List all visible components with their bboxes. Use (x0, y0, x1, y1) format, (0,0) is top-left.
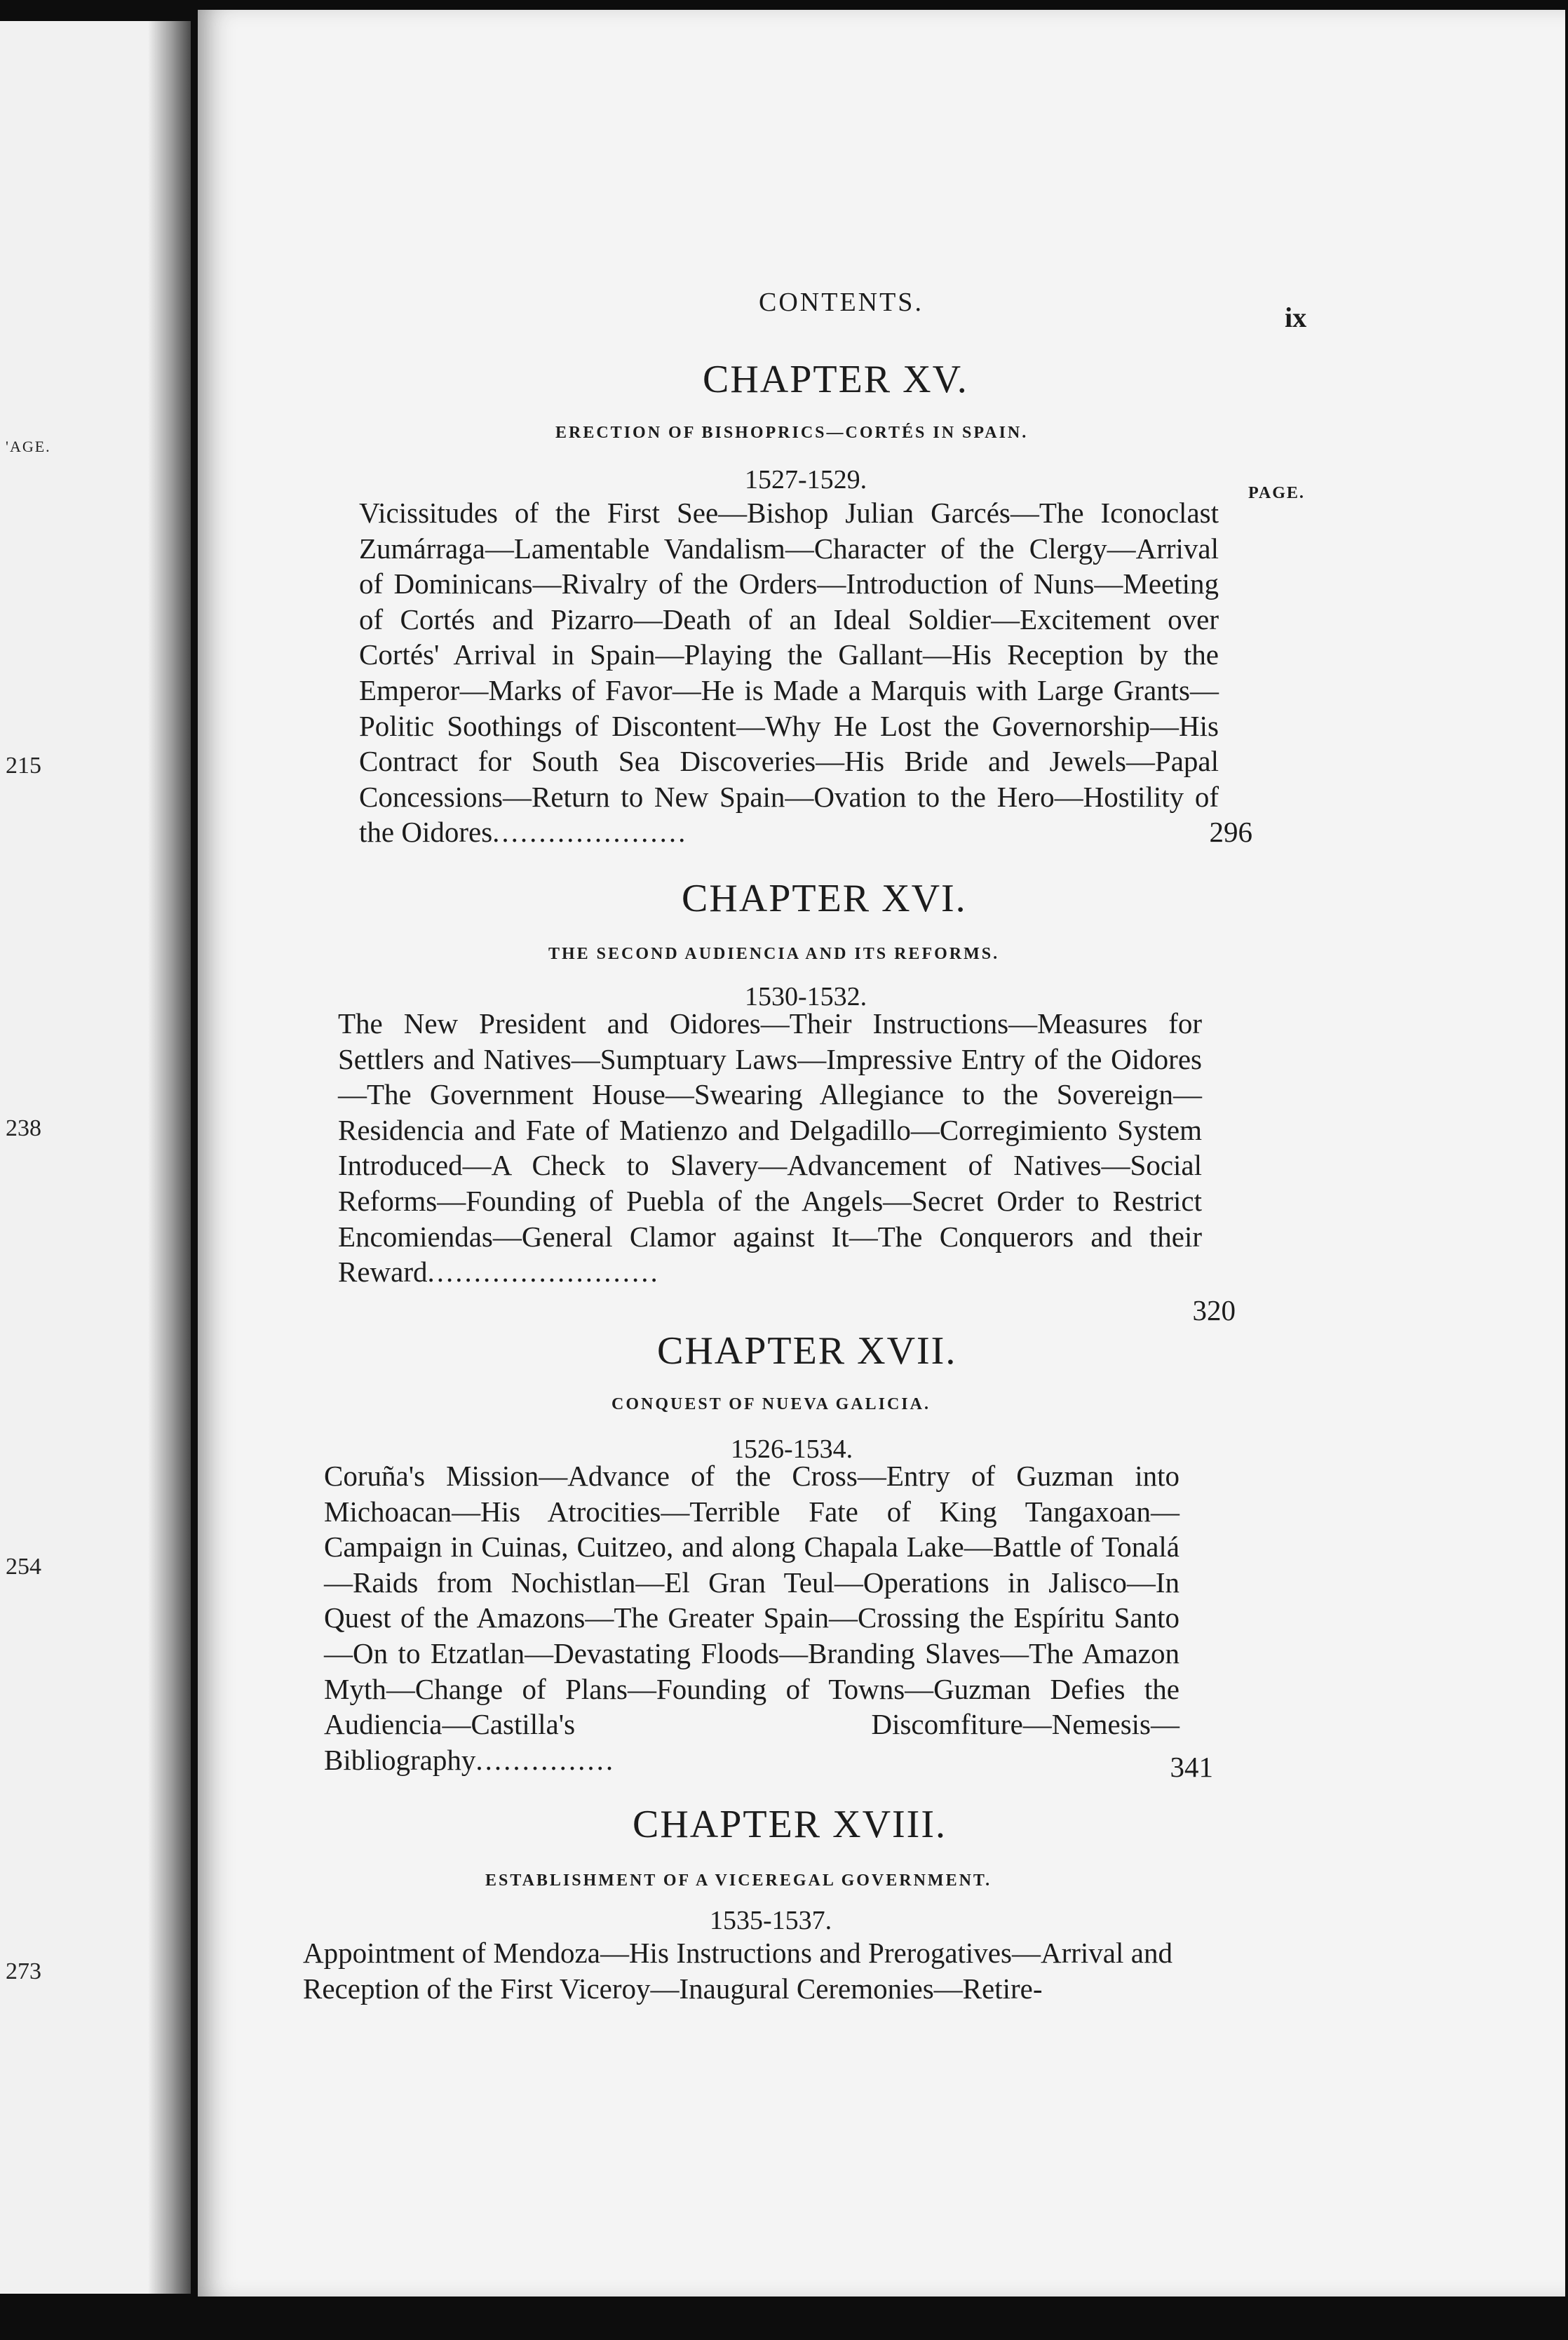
dot-leader: ......................... (427, 1256, 660, 1289)
chapter-subtitle: CONQUEST OF NUEVA GALICIA. (611, 1395, 931, 1413)
left-page-number: 273 (6, 1958, 41, 1984)
left-page-number: 215 (6, 753, 41, 779)
summary-text: The New President and Oidores—Their Instructions—Measures for Settlers and Natives—Sumptuary Laws—Impressive Entry of the Oidores—The Government House—Swearing Allegiance to the Sovereign—Residencia and Fate of Matienzo and Delgadillo—Corregimiento System Introduced—A Check to Slavery—Advancement of Natives—Social Reforms—Founding of Puebla of the Angels—Secret Order to Restrict Encomiendas—General Clamor against It—The Conquerors and their Reward (338, 1007, 1202, 1289)
chapter-years: 1526-1534. (731, 1434, 853, 1464)
chapter-years: 1535-1537. (710, 1906, 832, 1935)
chapter-title: CHAPTER XV. (703, 358, 968, 401)
chapter-years: 1527-1529. (745, 465, 867, 495)
page-gutter (149, 21, 191, 2294)
folio: ix (1285, 302, 1307, 333)
chapter-page-number: 320 (1192, 1294, 1236, 1327)
chapter-page-number: 341 (1170, 1751, 1213, 1784)
right-page (198, 10, 1565, 2297)
chapter-title: CHAPTER XVII. (657, 1329, 957, 1373)
chapter-subtitle: THE SECOND AUDIENCIA AND ITS REFORMS. (548, 945, 1000, 963)
left-page-label: 'AGE. (6, 438, 51, 455)
chapter-summary (303, 1935, 1172, 2005)
left-page-number: 238 (6, 1115, 41, 1141)
chapter-page-number: 296 (1209, 816, 1252, 849)
summary-text: Appointment of Mendoza—His Instructions and Prerogatives—Arrival and Reception of the First Viceroy—Inaugural Ceremonies—Retire- (303, 1937, 1172, 2005)
chapter-title: CHAPTER XVI. (682, 877, 967, 920)
dot-leader: ............... (475, 1743, 616, 1776)
running-head: CONTENTS. (759, 288, 924, 317)
left-page-number: 254 (6, 1554, 41, 1580)
dot-leader: ..................... (492, 816, 688, 849)
chapter-subtitle: ESTABLISHMENT OF A VICEREGAL GOVERNMENT. (485, 1871, 992, 1890)
summary-text: Vicissitudes of the First See—Bishop Julian Garcés—The Iconoclast Zumárraga—Lamentable Vandalism—Character of the Clergy—Arrival of Dominicans—Rivalry of the Orders—Introduction of Nuns—Meeting of Cortés and Pizarro—Death of an Ideal Soldier—Excitement over Cortés' Arrival in Spain—Playing the Gallant—His Reception by the Emperor—Marks of Favor—He is Made a Marquis with Large Grants—Politic Soothings of Discontent—Why He Lost the Governorship—His Contract for South Sea Discoveries—His Bride and Jewels—Papal Concessions—Return to New Spain—Ovation to the Hero—Hostility of the Oidores (359, 497, 1219, 849)
page-column-label: PAGE. (1248, 484, 1305, 502)
left-page (0, 21, 191, 2294)
chapter-title: CHAPTER XVIII. (633, 1803, 947, 1846)
chapter-years: 1530-1532. (745, 982, 867, 1011)
summary-text: Coruña's Mission—Advance of the Cross—Entry of Guzman into Michoacan—His Atrocities—Terrible Fate of King Tangaxoan—Campaign in Cuinas, Cuitzeo, and along Chapala Lake—Battle of Tonalá—Raids from Nochistlan—El Gran Teul—Operations in Jalisco—In Quest of the Amazons—The Greater Spain—Crossing the Espíritu Santo—On to Etzatlan—Devastating Floods—Branding Slaves—The Amazon Myth—Change of Plans—Founding of Towns—Guzman Defies the Audiencia—Castilla's Discomfiture—Nemesis—Bibliography (324, 1460, 1180, 1776)
chapter-summary (359, 495, 1252, 850)
chapter-subtitle: ERECTION OF BISHOPRICS—CORTÉS IN SPAIN. (555, 424, 1029, 442)
chapter-summary (324, 1458, 1213, 1785)
chapter-summary (338, 1006, 1236, 1329)
